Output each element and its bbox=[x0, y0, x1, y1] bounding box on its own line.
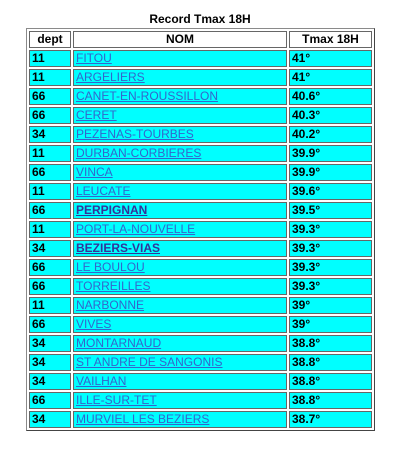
dept-cell: 34 bbox=[29, 354, 71, 371]
tmax-cell: 39.9° bbox=[289, 145, 372, 162]
dept-cell: 34 bbox=[29, 411, 71, 428]
tmax-cell: 39.3° bbox=[289, 240, 372, 257]
station-link[interactable]: LEUCATE bbox=[76, 184, 131, 198]
records-table bbox=[26, 28, 375, 431]
tmax-cell: 41° bbox=[289, 50, 372, 67]
table-title: Record Tmax 18H bbox=[149, 12, 251, 26]
dept-cell: 11 bbox=[29, 145, 71, 162]
dept-cell: 34 bbox=[29, 335, 71, 352]
nom-cell bbox=[73, 221, 287, 238]
table-row bbox=[29, 107, 372, 124]
tmax-cell: 41° bbox=[289, 69, 372, 86]
nom-cell bbox=[73, 354, 287, 371]
nom-cell bbox=[73, 316, 287, 333]
station-link[interactable]: BEZIERS-VIAS bbox=[76, 241, 161, 255]
tmax-cell: 40.2° bbox=[289, 126, 372, 143]
table-row bbox=[29, 69, 372, 86]
nom-cell bbox=[73, 107, 287, 124]
tmax-cell: 39° bbox=[289, 297, 372, 314]
header-row bbox=[29, 31, 372, 48]
table-row bbox=[29, 221, 372, 238]
station-link[interactable]: VINCA bbox=[76, 165, 113, 179]
station-link[interactable]: PEZENAS-TOURBES bbox=[76, 127, 194, 141]
nom-cell bbox=[73, 50, 287, 67]
nom-cell bbox=[73, 373, 287, 390]
dept-cell: 11 bbox=[29, 50, 71, 67]
table-row bbox=[29, 316, 372, 333]
column-header-dept: dept bbox=[29, 31, 71, 48]
nom-cell bbox=[73, 278, 287, 295]
dept-cell: 11 bbox=[29, 183, 71, 200]
table-row bbox=[29, 411, 372, 428]
tmax-cell: 38.8° bbox=[289, 392, 372, 409]
tmax-cell: 39.5° bbox=[289, 202, 372, 219]
nom-cell bbox=[73, 202, 287, 219]
nom-cell bbox=[73, 69, 287, 86]
tmax-cell: 38.8° bbox=[289, 335, 372, 352]
tmax-cell: 38.7° bbox=[289, 411, 372, 428]
dept-cell: 66 bbox=[29, 259, 71, 276]
tmax-cell: 40.3° bbox=[289, 107, 372, 124]
station-link[interactable]: DURBAN-CORBIERES bbox=[76, 146, 202, 160]
nom-cell bbox=[73, 126, 287, 143]
station-link[interactable]: NARBONNE bbox=[76, 298, 145, 312]
dept-cell: 11 bbox=[29, 221, 71, 238]
table-row bbox=[29, 202, 372, 219]
station-link[interactable]: VAILHAN bbox=[76, 374, 127, 388]
tmax-cell: 39.3° bbox=[289, 278, 372, 295]
station-link[interactable]: PERPIGNAN bbox=[76, 203, 148, 217]
table-row bbox=[29, 297, 372, 314]
station-link[interactable]: TORREILLES bbox=[76, 279, 151, 293]
station-link[interactable]: MURVIEL LES BEZIERS bbox=[76, 412, 210, 426]
tmax-cell: 38.8° bbox=[289, 354, 372, 371]
station-link[interactable]: PORT-LA-NOUVELLE bbox=[76, 222, 196, 236]
nom-cell bbox=[73, 164, 287, 181]
station-link[interactable]: ST ANDRE DE SANGONIS bbox=[76, 355, 223, 369]
tmax-cell: 39° bbox=[289, 316, 372, 333]
table-row bbox=[29, 88, 372, 105]
table-row bbox=[29, 164, 372, 181]
nom-cell bbox=[73, 240, 287, 257]
dept-cell: 66 bbox=[29, 88, 71, 105]
nom-cell bbox=[73, 297, 287, 314]
table-row bbox=[29, 373, 372, 390]
station-link[interactable]: MONTARNAUD bbox=[76, 336, 162, 350]
table-row bbox=[29, 183, 372, 200]
column-header-nom: NOM bbox=[73, 31, 287, 48]
nom-cell bbox=[73, 411, 287, 428]
nom-cell bbox=[73, 183, 287, 200]
station-link[interactable]: ILLE-SUR-TET bbox=[76, 393, 157, 407]
table-row bbox=[29, 392, 372, 409]
nom-cell bbox=[73, 88, 287, 105]
dept-cell: 11 bbox=[29, 297, 71, 314]
station-link[interactable]: CERET bbox=[76, 108, 117, 122]
nom-cell bbox=[73, 392, 287, 409]
dept-cell: 66 bbox=[29, 202, 71, 219]
nom-cell bbox=[73, 145, 287, 162]
station-link[interactable]: CANET-EN-ROUSSILLON bbox=[76, 89, 219, 103]
dept-cell: 66 bbox=[29, 107, 71, 124]
table-row bbox=[29, 145, 372, 162]
tmax-cell: 39.3° bbox=[289, 259, 372, 276]
station-link[interactable]: ARGELIERS bbox=[76, 70, 145, 84]
dept-cell: 66 bbox=[29, 316, 71, 333]
tmax-cell: 39.3° bbox=[289, 221, 372, 238]
table-row bbox=[29, 50, 372, 67]
station-link[interactable]: FITOU bbox=[76, 51, 112, 65]
station-link[interactable]: LE BOULOU bbox=[76, 260, 145, 274]
dept-cell: 34 bbox=[29, 240, 71, 257]
dept-cell: 66 bbox=[29, 278, 71, 295]
table-row bbox=[29, 354, 372, 371]
station-link[interactable]: VIVES bbox=[76, 317, 112, 331]
nom-cell bbox=[73, 335, 287, 352]
table-row bbox=[29, 335, 372, 352]
table-row bbox=[29, 259, 372, 276]
tmax-cell: 40.6° bbox=[289, 88, 372, 105]
nom-cell bbox=[73, 259, 287, 276]
column-header-tmax: Tmax 18H bbox=[289, 31, 372, 48]
tmax-cell: 38.8° bbox=[289, 373, 372, 390]
dept-cell: 34 bbox=[29, 126, 71, 143]
dept-cell: 34 bbox=[29, 373, 71, 390]
dept-cell: 11 bbox=[29, 69, 71, 86]
table-row bbox=[29, 240, 372, 257]
dept-cell: 66 bbox=[29, 392, 71, 409]
table-row bbox=[29, 126, 372, 143]
tmax-cell: 39.6° bbox=[289, 183, 372, 200]
tmax-cell: 39.9° bbox=[289, 164, 372, 181]
dept-cell: 66 bbox=[29, 164, 71, 181]
table-row bbox=[29, 278, 372, 295]
